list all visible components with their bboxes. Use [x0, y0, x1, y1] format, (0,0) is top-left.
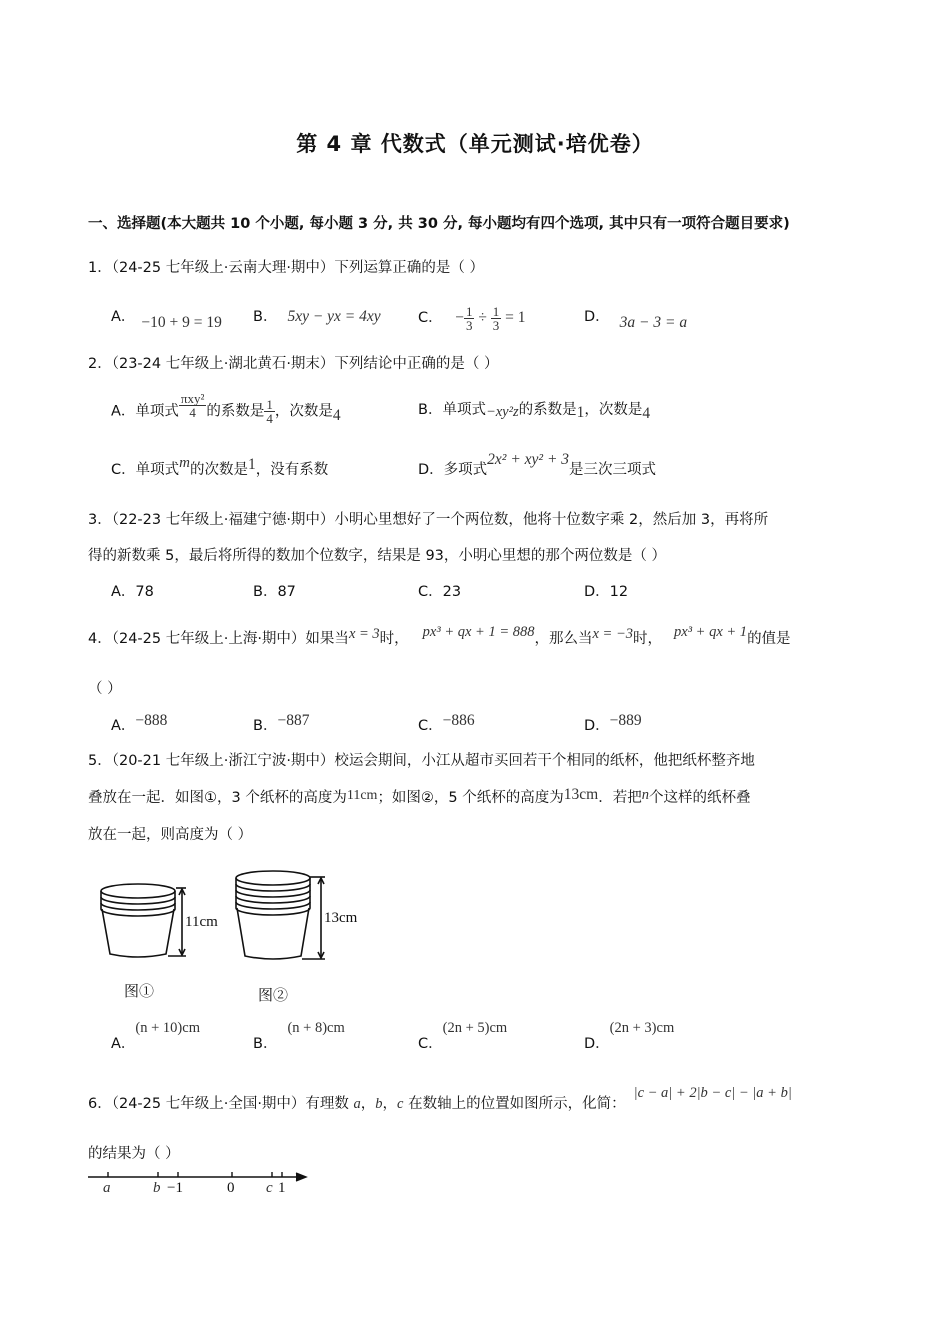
q2-a-fraction: $\frac{\text{πxy²}}{4}$: [180, 391, 205, 420]
axis-label-1: 1: [278, 1180, 286, 1196]
question-4-stem: 4．（24-25 七年级上·上海·期中）如果当x = 3时， px³ + qx + 1 = 888，那么当x = −3时， px³ + qx + 1的值是: [88, 624, 791, 647]
q2-a-coef: $\frac{1}{4}$: [266, 397, 273, 426]
q1-option-a[interactable]: A． −10 + 9 = 19: [111, 309, 222, 331]
question-5-line2: 叠放在一起．如图①，3 个纸杯的高度为11cm；如图②，5 个纸杯的高度为13cm．若把n个这样的纸杯叠: [88, 786, 751, 806]
figure-1-dimension: 11cm: [185, 914, 218, 930]
q1-option-c[interactable]: C． − $\frac{1}{3}$ ÷ $\frac{1}{3}$ = 1: [418, 304, 526, 333]
q3-option-b[interactable]: B．87: [253, 584, 296, 600]
q2-option-c[interactable]: C．单项式m的次数是1，没有系数: [111, 455, 329, 478]
axis-label-0: 0: [227, 1180, 235, 1196]
axis-label-b: b: [153, 1180, 161, 1196]
q1-b-expr: 5xy − yx = 4xy: [287, 308, 381, 325]
question-6-line2: 的结果为（ ）: [88, 1146, 180, 1162]
question-5-line3: 放在一起，则高度为（ ）: [88, 827, 253, 843]
section-heading: 一、选择题(本大题共 10 个小题, 每小题 3 分, 共 30 分, 每小题均有四个选项, 其中只有一项符合题目要求): [88, 216, 790, 232]
question-5-line1: 5．（20-21 七年级上·浙江宁波·期中）校运会期间，小江从超市买回若干个相同的纸杯，他把纸杯整齐地: [88, 753, 755, 769]
q1-c-expr: − $\frac{1}{3}$ ÷ $\frac{1}{3}$ = 1: [455, 304, 526, 333]
figure-2-label: 图②: [258, 988, 289, 1004]
q2-option-b[interactable]: B．单项式−xy²z的系数是1，次数是4: [418, 402, 651, 422]
q1-a-expr: −10 + 9 = 19: [141, 314, 222, 331]
question-2-stem: 2．（23-24 七年级上·湖北黄石·期末）下列结论中正确的是（ ）: [88, 356, 499, 372]
axis-label-minus-1: −1: [167, 1180, 183, 1196]
q4-option-c[interactable]: C．−886: [418, 712, 475, 734]
question-4-line2: （ ）: [88, 681, 122, 697]
axis-label-c: c: [266, 1180, 273, 1196]
axis-label-a: a: [103, 1180, 111, 1196]
q3-option-d[interactable]: D．12: [584, 584, 629, 600]
q2-option-d[interactable]: D．多项式2x² + xy² + 3是三次三项式: [418, 451, 657, 478]
figure-2-dimension: 13cm: [324, 910, 358, 926]
q5-option-b[interactable]: B．(n + 8)cm: [253, 1020, 345, 1052]
q5-option-c[interactable]: C．(2n + 5)cm: [418, 1020, 508, 1052]
q1-d-expr: 3a − 3 = a: [619, 314, 688, 331]
q4-option-b[interactable]: B．−887: [253, 712, 310, 734]
figure-1-label: 图①: [124, 984, 155, 1000]
q2-option-a[interactable]: A．单项式 $\frac{\text{πxy²}}{4}$ 的系数是 $\frac{1}{4}$ ，次数是4: [111, 391, 341, 426]
question-1-stem: 1．（24-25 七年级上·云南大理·期中）下列运算正确的是（ ）: [88, 260, 485, 276]
question-6-stem: 6．（24-25 七年级上·全国·期中）有理数 a，b，c 在数轴上的位置如图所示，化简：|c − a| + 2|b − c| − |a + b|: [88, 1085, 792, 1112]
page-title: 第 4 章 代数式（单元测试·培优卷）: [296, 132, 654, 156]
q3-option-c[interactable]: C．23: [418, 584, 462, 600]
q5-option-d[interactable]: D．(2n + 3)cm: [584, 1020, 675, 1052]
question-3-line1: 3．（22-23 七年级上·福建宁德·期中）小明心里想好了一个两位数，他将十位数字乘 2，然后加 3，再将所: [88, 512, 769, 528]
q1-option-d[interactable]: D． 3a − 3 = a: [584, 309, 688, 331]
q4-option-a[interactable]: A．−888: [111, 712, 168, 734]
question-3-line2: 得的新数乘 5，最后将所得的数加个位数字，结果是 93，小明心里想的那个两位数是（ ）: [88, 548, 666, 564]
q3-option-a[interactable]: A．78: [111, 584, 154, 600]
q1-option-b[interactable]: B． 5xy − yx = 4xy: [253, 308, 381, 325]
q4-option-d[interactable]: D．−889: [584, 712, 642, 734]
q5-option-a[interactable]: A．(n + 10)cm: [111, 1020, 200, 1052]
